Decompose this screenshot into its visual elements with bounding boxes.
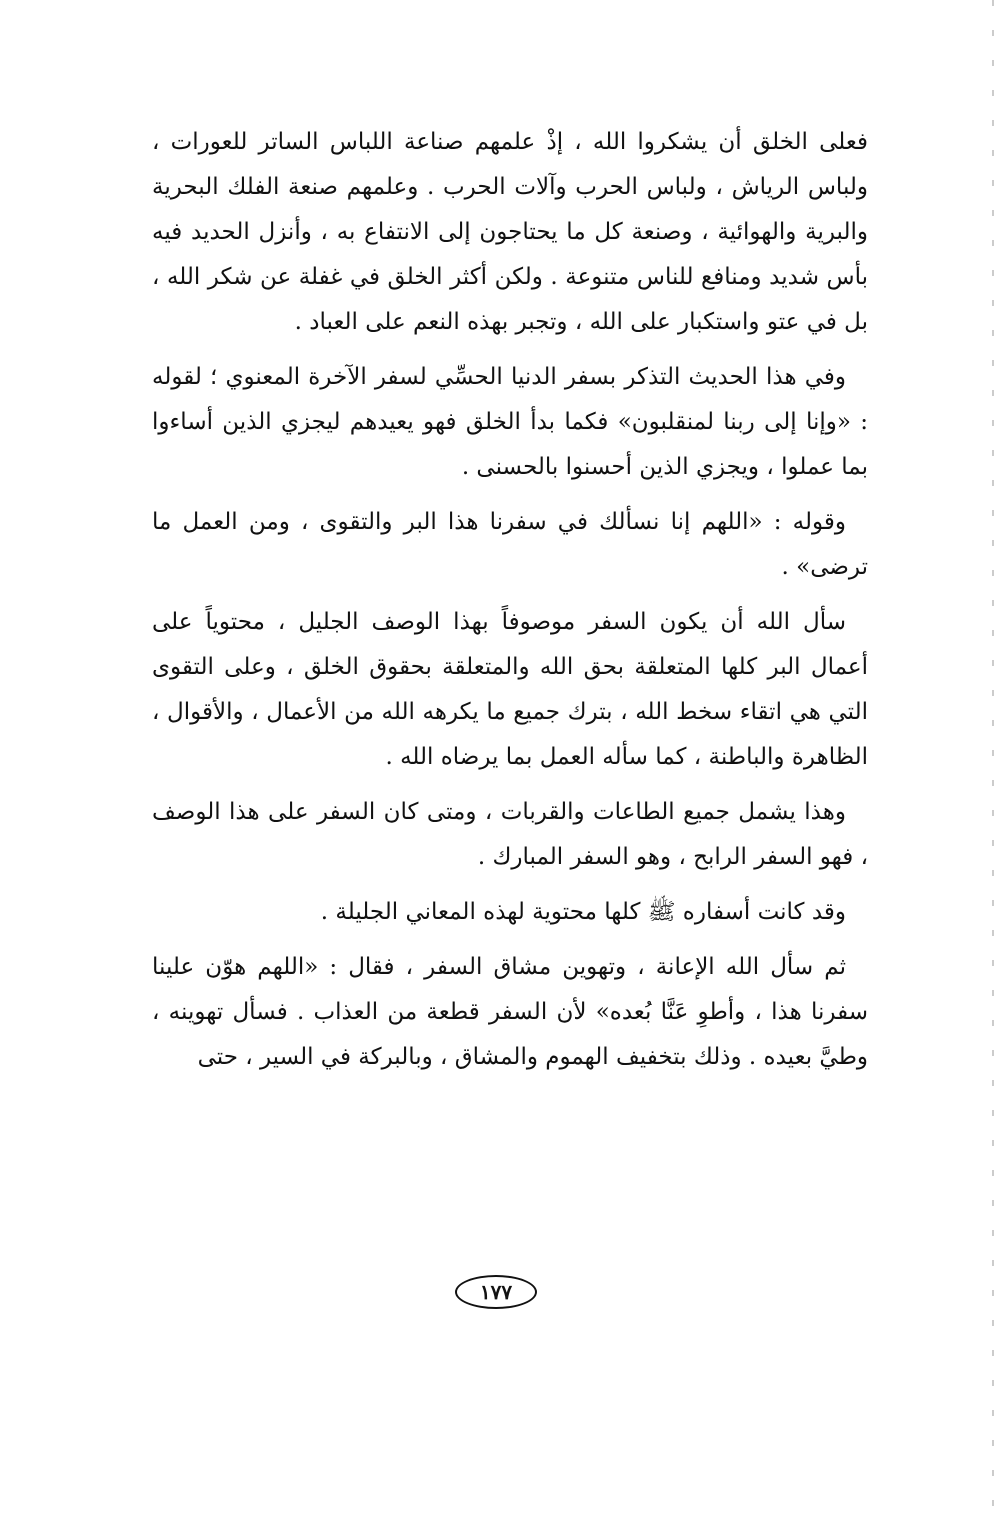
page-number: ١٧٧	[479, 1280, 513, 1304]
paragraph-6: وقد كانت أسفاره ﷺ كلها محتوية لهذه المعاني الجليلة .	[320, 899, 846, 925]
paragraph-7: ثم سأل الله الإعانة ، وتهوين مشاق السفر ، فقال : «اللهم هوّن علينا سفرنا هذا ، وأطوِ عَنَّا بُعده» لأن السفر قطعة من العذاب . فسأل تهوينه ، وطيَّ بعيده . وذلك بتخفيف الهموم والمشاق ، وبالبركة في السير ، حتى	[152, 954, 868, 1070]
paragraph-1: فعلى الخلق أن يشكروا الله ، إذْ علمهم صناعة اللباس الساتر للعورات ، ولباس الرياش ، ولباس الحرب وآلات الحرب . وعلمهم صنعة الفلك البحرية والبرية والهوائية ، وصنعة كل ما يحتاجون إلى الانتفاع به ، وأنزل الحديد فيه بأس شديد ومنافع للناس متنوعة . ولكن أكثر الخلق في غفلة عن شكر الله ، بل في عتو واستكبار على الله ، وتجبر بهذه النعم على العباد .	[152, 129, 868, 335]
body-text	[152, 120, 868, 1090]
paragraph-5: وهذا يشمل جميع الطاعات والقربات ، ومتى كان السفر على هذا الوصف ، فهو السفر الرابح ، وهو السفر المبارك .	[152, 799, 868, 870]
paragraph-3: وقوله : «اللهم إنا نسألك في سفرنا هذا البر والتقوى ، ومن العمل ما ترضى» .	[152, 509, 868, 580]
page-edge-marks	[992, 0, 994, 1517]
page-number-badge	[455, 1275, 537, 1309]
paragraph-4: سأل الله أن يكون السفر موصوفاً بهذا الوصف الجليل ، محتوياً على أعمال البر كلها المتعلقة بحق الله والمتعلقة بحقوق الخلق ، وعلى التقوى التي هي اتقاء سخط الله ، بترك جميع ما يكرهه الله من الأعمال ، والأقوال ، الظاهرة والباطنة ، كما سأله العمل بما يرضاه الله .	[152, 609, 869, 770]
paragraph-2: وفي هذا الحديث التذكر بسفر الدنيا الحسِّي لسفر الآخرة المعنوي ؛ لقوله : «وإنا إلى ربنا لمنقلبون» فكما بدأ الخلق فهو يعيدهم ليجزي الذين أساءوا بما عملوا ، ويجزي الذين أحسنوا بالحسنى .	[152, 364, 868, 480]
